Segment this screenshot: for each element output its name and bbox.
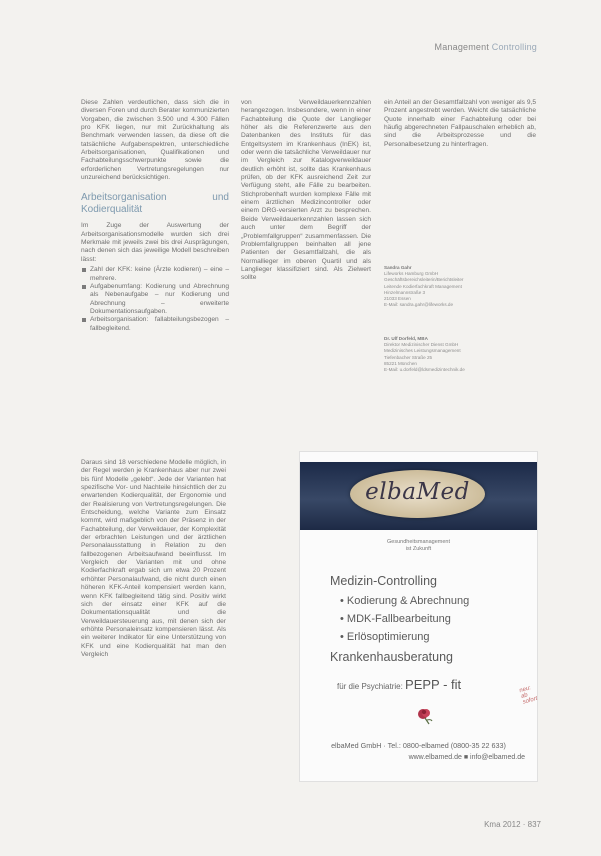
list-item: Arbeitsorganisation: fallabteilungsbezogen – fallbegleitend. xyxy=(81,316,229,333)
tagline-line: Gesundheitsmanagement xyxy=(387,539,450,545)
column-1-top xyxy=(81,99,229,333)
header-section: Management xyxy=(434,42,490,52)
column-3 xyxy=(384,99,536,149)
ad-subtitle: Krankenhausberatung xyxy=(330,650,454,664)
paragraph: ein Anteil an der Gesamtfallzahl von weniger als 9,5 Prozent angestrebt werden. Weicht die tatsächliche Quote innerhalb einer Fachabteilung oder bei häufig abgerechneten Fallpauschalen erheblich ab, sind die Arbeitsprozesse und die Personalbesetzung zu hinterfragen. xyxy=(384,99,536,148)
author-line: Leitende Kodierfachkraft Management xyxy=(384,283,462,289)
paragraph: von Verweildauerkennzahlen herangezogen. Insbesondere, wenn in einer Fachabteilung die Quote der Langlieger höher als die Referenzwerte aus den Datenbanken des Instituts für das Entgeltsystem im Krankenhaus (InEK) ist, oder wenn die tatsächliche Verweildauer nur im Vergleich zur Katalogverweildauer deutlich erhöht ist, sollte das Krankenhaus prüfen, ob der KFK ausreichend Zeit zur Verfügung steht, alle Fälle zu bearbeiten. Stichprobenhaft wurden komplexe Fälle mit einem ärztlichen Medizincontroller oder einem DRG-versierten Arzt zu besprechen. Beide Verweildauerkennzahlen lassen sich auch unter dem Begriff der „Problemfallgruppen“ zusammenfassen. Die Problemfallgruppen beinhalten all jene Patienten der Gesamtfallzahl, die als Normallieger im oberen Quartil und als Langlieger klassifiziert sind. Als Zielwert sollte xyxy=(241,99,371,282)
rose-icon xyxy=(415,707,435,725)
ad-banner xyxy=(300,462,537,530)
new-stamp: neu: ab sofort xyxy=(518,685,539,706)
author-line: 21033 Essen xyxy=(384,296,411,302)
running-header xyxy=(435,42,537,52)
author-line: Medizinisches Leistungsmanagement xyxy=(384,348,461,354)
ad-contact-web xyxy=(409,754,525,761)
paragraph: Im Zuge der Auswertung der Arbeitsorganisationsmodelle wurden sich drei Merkmale mit jeweils zwei bis drei Ausprägungen, nach denen sich das jeweilige Modell beschreiben lässt: xyxy=(81,222,229,263)
list-item: Zahl der KFK: keine (Ärzte kodieren) – eine – mehrere. xyxy=(81,266,229,283)
author-line: Geschäftsbereichsleiterin/Berichtsleiter xyxy=(384,277,464,283)
ad-service-item: • Kodierung & Abrechnung xyxy=(340,595,469,613)
ad-email-link[interactable]: info@elbamed.de xyxy=(470,754,525,761)
author-box xyxy=(384,265,463,308)
ad-psychiatry-line xyxy=(337,677,539,706)
pepp-label: PEPP - fit xyxy=(405,677,462,692)
author-line: Lifeworks Hamburg GmbH xyxy=(384,271,439,277)
brand-name: elbaMed xyxy=(365,479,470,505)
author-name: Sandra Gahr xyxy=(384,265,412,270)
author-line: Tiefenbacher Straße 25 xyxy=(384,354,433,360)
bullet-list xyxy=(81,266,229,333)
paragraph: Diese Zahlen verdeutlichen, dass sich die in diversen Foren und durch Berater kommunizierten Vorgaben, die zwischen 3.500 und 4.300 Fällen pro KFK liegen, nur mit Zurückhaltung als Benchmark verwenden lassen, da diese oft die tatsächliche Aufgabenspektren, unterschiedliche Arbeitsorganisationen, Qualifikationen und Fachabteilungsschwerpunkte sowie die erforderlichen Vertretungsregelungen nur unzureichend berücksichtigen. xyxy=(81,99,229,182)
advertisement[interactable] xyxy=(299,451,538,782)
ad-service-list xyxy=(340,595,469,649)
tagline-line: ist Zukunft xyxy=(405,546,432,552)
list-item: Aufgabenumfang: Kodierung und Abrechnung als Nebenaufgabe – nur Kodierung und Abrechnung – erweiterte Dokumentationsaufgaben. xyxy=(81,283,229,316)
column-2 xyxy=(241,99,371,283)
ad-website-link[interactable]: www.elbamed.de xyxy=(408,754,462,761)
header-subsection: Controlling xyxy=(491,42,537,52)
psy-prefix: für die Psychiatrie: xyxy=(337,682,403,691)
paragraph: Daraus sind 18 verschiedene Modelle möglich, in der Regel werden je Krankenhaus aber nur zwei bis fünf Modelle „gelebt“. Jede der Varianten hat spezifische Vor- und Nachteile hinsichtlich der zu erwartenden Kodierqualität, der Ergonomie und der Realisierung von Vertretungsregelungen. Die Entscheidung, welche Variante zum Einsatz kommt, wird maßgeblich von der Präsenz in der Fachabteilung, der Verweildauer, der Komplexität der erbrachten Leistungen und der ärztlichen Personalausstattung in Relation zu den fallbezogenen Arbeitsaufwand beeinflusst. Im Vergleich der Varianten mit und ohne Kodierfachkraft ergab sich um etwa 20 Prozent erhöhter Personalaufwand, die nicht durch einen höheren KFK-Anteil kompensiert werden kann, wenn KFK fallbegleitend tätig sind. Positiv wirkt sich der einsatz einer KFK auf die Dokumentationsqualität und die Verweildauersteuerung aus, mit denen sich der erhöhte Personaleinsatz kompensieren lässt. Als ein weiterer Indikator für eine Unterstützung von KFK und eine Kodierqualität hat man den Vergleich xyxy=(81,459,226,658)
column-1-bottom xyxy=(81,459,226,659)
page-footer: Kma 2012 · 837 xyxy=(484,820,541,829)
ad-contact-phone: elbaMed GmbH · Tel.: 0800-elbamed (0800-35 22 633) xyxy=(331,741,506,750)
section-heading: Arbeitsorganisation und Kodierqualität xyxy=(81,192,229,216)
author-email[interactable]: E-Mail: u.dorfeld@ldsmedizintechnik.de xyxy=(384,367,465,373)
author-name: Dr. Ulf Dorfeld, MBA xyxy=(384,336,428,341)
ad-title: Medizin-Controlling xyxy=(330,574,437,588)
ad-service-item: • Erlösoptimierung xyxy=(340,631,469,649)
author-box xyxy=(384,336,465,373)
author-line: 85221 München xyxy=(384,360,417,366)
brand-logo xyxy=(350,470,485,518)
author-email[interactable]: E-Mail: sandra.gahr@lifeworks.de xyxy=(384,302,454,308)
ad-service-item: • MDK-Fallbearbeitung xyxy=(340,613,469,631)
separator: ■ xyxy=(463,754,471,761)
author-line: Direktor Medizinischer Dienst GmbH xyxy=(384,342,459,348)
ad-tagline xyxy=(300,539,537,553)
author-line: Hinzelmannstraße 3 xyxy=(384,289,426,295)
